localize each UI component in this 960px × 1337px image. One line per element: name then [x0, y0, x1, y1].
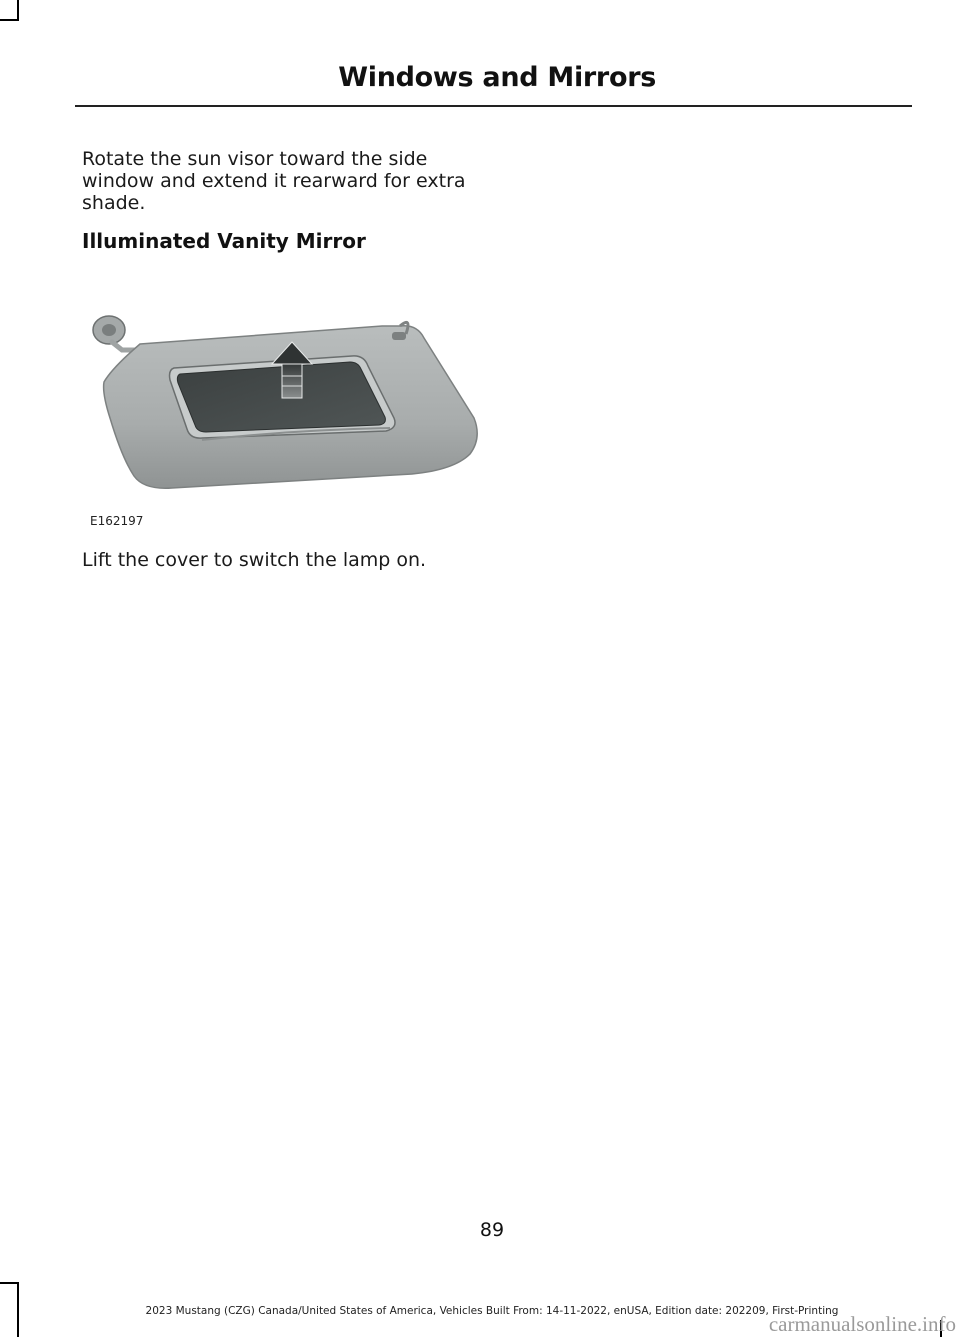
paragraph-visor-rotate: Rotate the sun visor toward the side window and extend it rearward for extra shade. — [82, 148, 466, 214]
page-number: 89 — [479, 1219, 505, 1241]
header-divider — [75, 105, 912, 107]
sun-visor-vanity-mirror-illustration — [82, 298, 482, 538]
paragraph-lamp: Lift the cover to switch the lamp on. — [82, 549, 427, 571]
crop-mark-bottom-left-h — [0, 1282, 19, 1284]
crop-mark-top-left-v — [17, 0, 19, 20]
watermark: carmanualsonline.info — [768, 1312, 956, 1336]
section-title: Illuminated Vanity Mirror — [82, 229, 366, 253]
figure-label: E162197 — [90, 514, 144, 528]
sun-visor-figure — [82, 298, 482, 538]
page-header-title: Windows and Mirrors — [338, 62, 656, 93]
footer-edition-text: 2023 Mustang (CZG) Canada/United States of America, Vehicles Built From: 14-11-2022, enUSA, Edition date: 202209, First-Printing — [145, 1305, 839, 1317]
crop-mark-top-left-h — [0, 19, 19, 21]
